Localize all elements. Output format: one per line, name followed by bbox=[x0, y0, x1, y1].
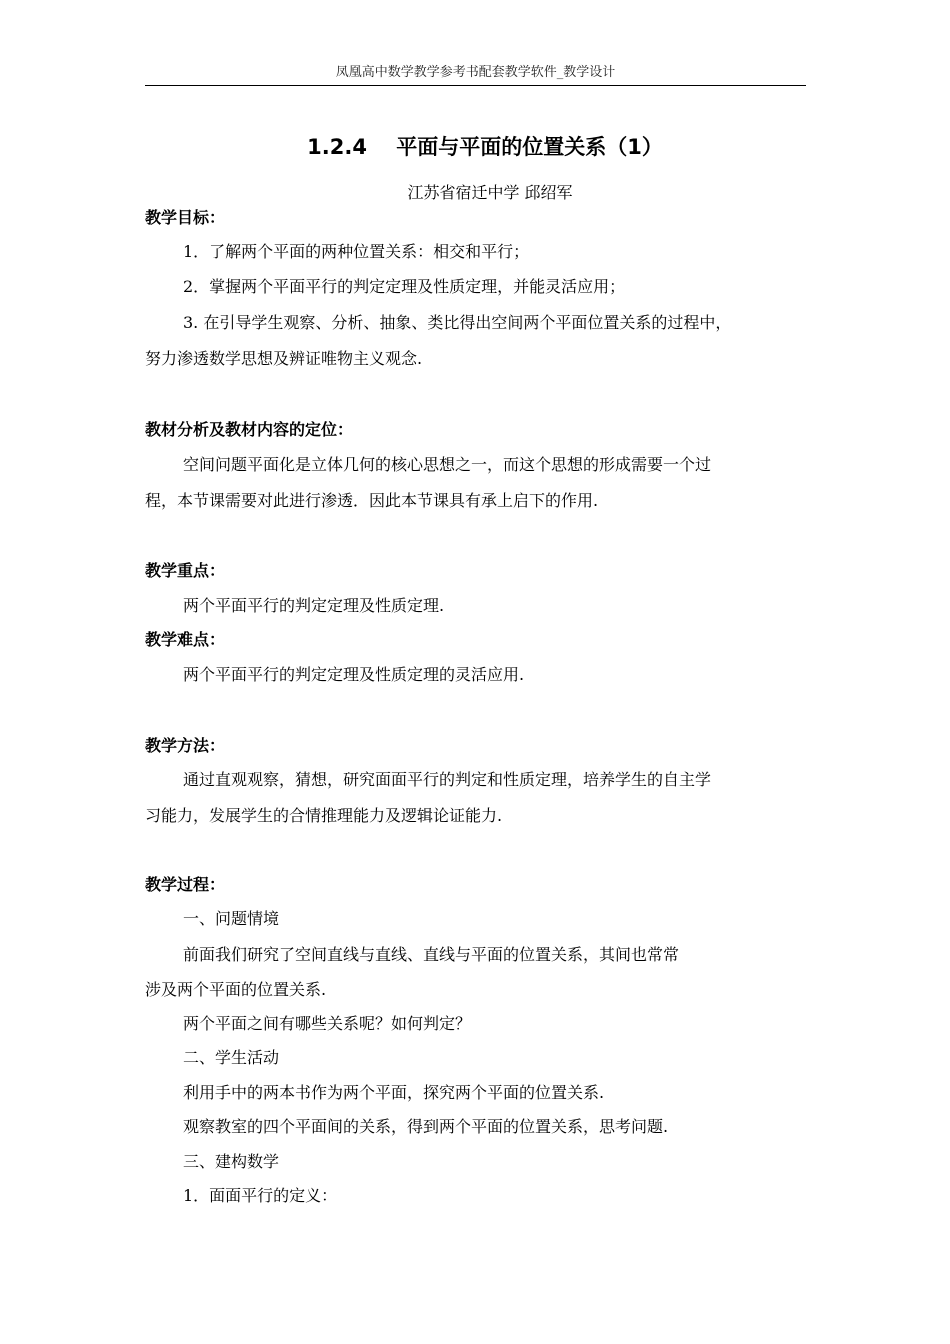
goal-item-3-line-2: 努力渗透数学思想及辨证唯物主义观念. bbox=[145, 349, 423, 368]
section-1-paragraph-2: 两个平面之间有哪些关系呢？如何判定？ bbox=[183, 1014, 472, 1033]
key-points-text: 两个平面平行的判定定理及性质定理. bbox=[183, 596, 445, 615]
running-header: 凤凰高中数学教学参考书配套教学软件_教学设计 bbox=[335, 65, 616, 80]
goal-item-1: 1．了解两个平面的两种位置关系：相交和平行； bbox=[183, 242, 530, 261]
analysis-line-1: 空间问题平面化是立体几何的核心思想之一，而这个思想的形成需要一个过 bbox=[183, 455, 712, 474]
analysis-heading: 教材分析及教材内容的定位： bbox=[145, 420, 354, 439]
section-2-paragraph-1: 利用手中的两本书作为两个平面，探究两个平面的位置关系. bbox=[183, 1083, 605, 1102]
goal-item-3-line-1: 3. 在引导学生观察、分析、抽象、类比得出空间两个平面位置关系的过程中， bbox=[183, 313, 732, 332]
process-heading: 教学过程： bbox=[145, 875, 226, 894]
goal-item-2: 2．掌握两个平面平行的判定定理及性质定理，并能灵活应用； bbox=[183, 277, 626, 296]
section-3-item-1: 1．面面平行的定义： bbox=[183, 1186, 338, 1205]
goals-heading: 教学目标： bbox=[145, 208, 226, 227]
section-1-paragraph-1-line-2: 涉及两个平面的位置关系. bbox=[145, 980, 327, 999]
section-1-title: 一、问题情境 bbox=[183, 909, 280, 928]
header-rule bbox=[145, 85, 806, 86]
difficulties-heading: 教学难点： bbox=[145, 630, 226, 649]
methods-line-1: 通过直观观察，猜想，研究面面平行的判定和性质定理，培养学生的自主学 bbox=[183, 770, 712, 789]
document-title: 1.2.4 平面与平面的位置关系（1） bbox=[307, 135, 663, 159]
key-points-heading: 教学重点： bbox=[145, 561, 226, 580]
methods-line-2: 习能力，发展学生的合情推理能力及逻辑论证能力. bbox=[145, 806, 503, 825]
author-line: 江苏省宿迁中学 邱绍军 bbox=[407, 183, 573, 202]
difficulties-text: 两个平面平行的判定定理及性质定理的灵活应用. bbox=[183, 665, 525, 684]
section-3-title: 三、建构数学 bbox=[183, 1152, 280, 1171]
section-2-title: 二、学生活动 bbox=[183, 1048, 280, 1067]
section-2-paragraph-2: 观察教室的四个平面间的关系，得到两个平面的位置关系，思考问题. bbox=[183, 1117, 669, 1136]
analysis-line-2: 程，本节课需要对此进行渗透．因此本节课具有承上启下的作用. bbox=[145, 491, 599, 510]
section-1-paragraph-1-line-1: 前面我们研究了空间直线与直线、直线与平面的位置关系，其间也常常 bbox=[183, 945, 680, 964]
methods-heading: 教学方法： bbox=[145, 736, 226, 755]
